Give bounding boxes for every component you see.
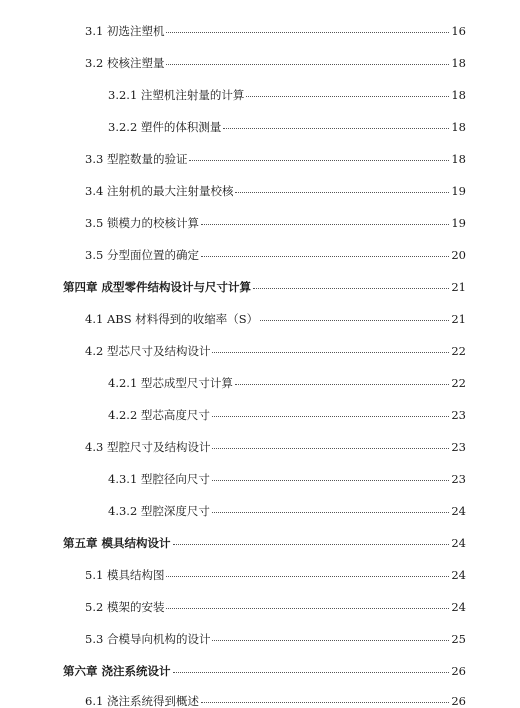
toc-entry-title: 4.2 型芯尺寸及结构设计 [85, 344, 211, 358]
toc-entry-4-3-2 [108, 504, 466, 518]
toc-entry-3-5-a [85, 216, 466, 230]
toc-entry-3-2-1 [108, 88, 466, 102]
toc-entry-page: 24 [451, 536, 466, 550]
toc-leader-dots [246, 96, 449, 97]
toc-leader-dots [212, 512, 449, 513]
toc-leader-dots [201, 702, 449, 703]
toc-entry-4-2 [85, 344, 466, 358]
toc-leader-dots [223, 128, 449, 129]
toc-leader-dots [173, 672, 450, 673]
toc-entry-4-3 [85, 440, 466, 454]
toc-entry-4-1 [85, 312, 466, 326]
toc-entry-title: 4.3.1 型腔径向尺寸 [108, 472, 210, 486]
toc-entry-title: 3.2 校核注塑量 [85, 56, 165, 70]
toc-entry-title: 3.3 型腔数量的验证 [85, 152, 188, 166]
toc-leader-dots [260, 320, 449, 321]
toc-entry-title: 6.1 浇注系统得到概述 [85, 694, 199, 708]
toc-entry-5-2 [85, 600, 466, 614]
toc-entry-title: 第六章 浇注系统设计 [63, 664, 171, 678]
toc-entry-3-2-2 [108, 120, 466, 134]
toc-leader-dots [253, 288, 449, 289]
toc-entry-page: 25 [451, 632, 466, 646]
toc-entry-title: 第五章 模具结构设计 [63, 536, 171, 550]
toc-entry-3-1 [85, 24, 466, 38]
toc-leader-dots [212, 640, 449, 641]
toc-entry-title: 3.5 分型面位置的确定 [85, 248, 199, 262]
toc-leader-dots [201, 256, 449, 257]
toc-leader-dots [235, 192, 449, 193]
toc-entry-3-5-b [85, 248, 466, 262]
toc-entry-page: 23 [451, 472, 466, 486]
toc-entry-3-4 [85, 184, 466, 198]
toc-entry-title: 5.2 模架的安装 [85, 600, 165, 614]
toc-entry-title: 4.1 ABS 材料得到的收缩率（S） [85, 312, 259, 326]
toc-entry-title: 第四章 成型零件结构设计与尺寸计算 [63, 280, 252, 294]
toc-leader-dots [212, 448, 449, 449]
toc-entry-page: 24 [451, 504, 466, 518]
toc-chapter-5 [63, 536, 466, 550]
toc-entry-title: 3.2.2 塑件的体积测量 [108, 120, 222, 134]
toc-entry-5-1 [85, 568, 466, 582]
toc-entry-title: 3.5 锁模力的校核计算 [85, 216, 199, 230]
toc-chapter-6 [63, 664, 466, 678]
toc-entry-title: 3.1 初选注塑机 [85, 24, 165, 38]
toc-entry-page: 18 [451, 56, 466, 70]
toc-entry-page: 26 [451, 664, 466, 678]
toc-leader-dots [166, 32, 449, 33]
toc-chapter-4 [63, 280, 466, 294]
toc-entry-title: 3.2.1 注塑机注射量的计算 [108, 88, 245, 102]
toc-entry-4-3-1 [108, 472, 466, 486]
toc-entry-page: 20 [451, 248, 466, 262]
toc-entry-3-2 [85, 56, 466, 70]
toc-entry-page: 24 [451, 568, 466, 582]
toc-entry-page: 23 [451, 440, 466, 454]
toc-entry-page: 19 [451, 184, 466, 198]
toc-leader-dots [166, 576, 449, 577]
toc-entry-6-1 [85, 694, 466, 708]
toc-leader-dots [212, 416, 449, 417]
toc-entry-page: 24 [451, 600, 466, 614]
toc-entry-title: 4.2.2 型芯高度尺寸 [108, 408, 210, 422]
toc-entry-page: 18 [451, 120, 466, 134]
toc-leader-dots [189, 160, 449, 161]
toc-entry-page: 16 [451, 24, 466, 38]
toc-entry-title: 5.1 模具结构图 [85, 568, 165, 582]
toc-leader-dots [166, 608, 449, 609]
toc-entry-page: 19 [451, 216, 466, 230]
toc-entry-title: 3.4 注射机的最大注射量校核 [85, 184, 234, 198]
toc-entry-title: 4.3.2 型腔深度尺寸 [108, 504, 210, 518]
toc-entry-page: 21 [451, 280, 466, 294]
toc-entry-page: 18 [451, 152, 466, 166]
toc-leader-dots [166, 64, 449, 65]
toc-entry-page: 21 [451, 312, 466, 326]
toc-entry-3-3 [85, 152, 466, 166]
toc-entry-title: 4.2.1 型芯成型尺寸计算 [108, 376, 233, 390]
toc-entry-title: 4.3 型腔尺寸及结构设计 [85, 440, 211, 454]
toc-leader-dots [212, 352, 449, 353]
toc-entry-4-2-1 [108, 376, 466, 390]
toc-leader-dots [235, 384, 449, 385]
toc-entry-page: 22 [451, 376, 466, 390]
toc-entry-title: 5.3 合模导向机构的设计 [85, 632, 211, 646]
toc-entry-5-3 [85, 632, 466, 646]
toc-leader-dots [173, 544, 450, 545]
toc-entry-4-2-2 [108, 408, 466, 422]
toc-entry-page: 18 [451, 88, 466, 102]
toc-entry-page: 23 [451, 408, 466, 422]
toc-entry-page: 22 [451, 344, 466, 358]
toc-leader-dots [212, 480, 449, 481]
toc-leader-dots [201, 224, 449, 225]
toc-entry-page: 26 [451, 694, 466, 708]
